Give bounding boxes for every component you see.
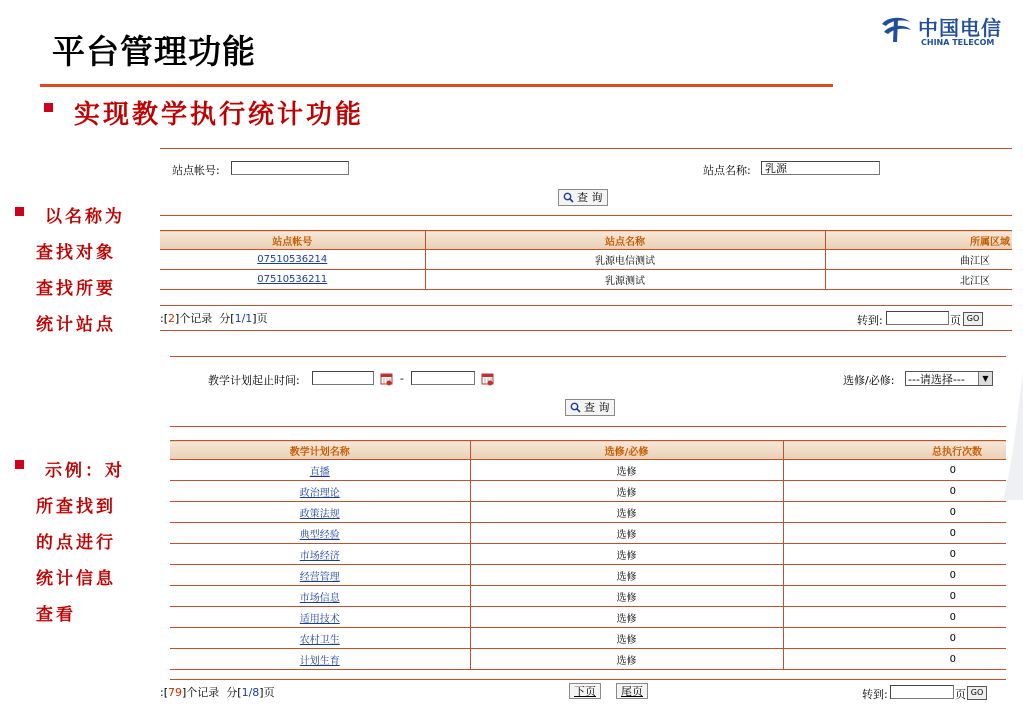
- plan-name-link[interactable]: 农村卫生: [299, 634, 340, 646]
- pager-text: ]页: [252, 312, 268, 325]
- record-count: [160, 310, 268, 326]
- course-type-cell: 选修: [470, 649, 783, 670]
- calendar-icon[interactable]: [380, 372, 394, 386]
- course-type-cell: 选修: [470, 460, 783, 481]
- course-type-cell: 选修: [470, 544, 783, 565]
- execution-count-cell: 0: [783, 607, 1006, 628]
- side-note-1: [36, 199, 125, 343]
- course-type-cell: 选修: [470, 481, 783, 502]
- plan-name-link[interactable]: 适用技术: [299, 613, 340, 625]
- table-row: [170, 523, 1006, 544]
- panel1-top-rule: [160, 148, 1012, 149]
- table-header-row: [170, 441, 1006, 460]
- site-account-link[interactable]: 07510536211: [257, 274, 328, 285]
- site-table: [160, 230, 1012, 290]
- plan-name-link[interactable]: 市场经济: [299, 550, 340, 562]
- title-rule: [40, 84, 833, 87]
- logo-text-en: CHINA TELECOM: [921, 38, 995, 47]
- go-button[interactable]: GO: [967, 686, 987, 700]
- course-type-cell: 选修: [470, 565, 783, 586]
- panel2-pager-top-rule: [170, 679, 1006, 680]
- side-note-line: 查看: [36, 605, 76, 625]
- column-header: 总执行次数: [783, 441, 1006, 460]
- panel2-top-rule: [170, 356, 1006, 357]
- account-label: 站点帐号:: [172, 164, 220, 177]
- table-row: [170, 586, 1006, 607]
- side-note-line: 所查找到: [36, 497, 116, 517]
- next-page-label: 下页: [574, 684, 596, 698]
- panel2-mid-rule: [170, 426, 1006, 427]
- table-row: [170, 481, 1006, 502]
- course-type-cell: 选修: [470, 523, 783, 544]
- bullet-icon: [15, 207, 24, 216]
- goto-page-input[interactable]: [886, 311, 949, 325]
- column-header: 选修/必修: [470, 441, 783, 460]
- region-cell: 北江区: [825, 270, 1012, 290]
- record-total: 2: [168, 312, 175, 325]
- execution-count-cell: 0: [783, 460, 1006, 481]
- logo-text-cn: 中国电信: [918, 16, 1002, 40]
- plan-name-link[interactable]: 市场信息: [299, 592, 340, 604]
- side-note-line: 统计站点: [36, 315, 116, 335]
- query-button-label: 查 询: [577, 191, 603, 204]
- pager-text: :[: [160, 312, 168, 325]
- execution-count-cell: 0: [783, 565, 1006, 586]
- column-header: 教学计划名称: [289, 446, 350, 458]
- execution-count-cell: 0: [783, 502, 1006, 523]
- slide-subtitle: 实现教学执行统计功能: [74, 100, 365, 130]
- plan-name-link[interactable]: 政策法规: [299, 508, 340, 520]
- table-row: [170, 502, 1006, 523]
- side-note-line: 查找对象: [36, 243, 116, 263]
- plan-name-link[interactable]: 直播: [309, 466, 330, 478]
- plan-name-link[interactable]: 典型经验: [299, 529, 340, 541]
- panel1-bottom-rule: [160, 330, 1012, 331]
- site-name-label: 站点名称:: [703, 164, 751, 177]
- table-header-row: [160, 231, 1012, 250]
- table-row: [160, 270, 1012, 290]
- region-cell: 曲江区: [825, 250, 1012, 270]
- query-button-label: 查 询: [584, 401, 610, 414]
- site-name-cell: 乳源测试: [425, 270, 825, 290]
- execution-count-cell: 0: [783, 649, 1006, 670]
- site-account-link[interactable]: 07510536214: [257, 254, 328, 265]
- execution-count-cell: 0: [783, 523, 1006, 544]
- bullet-icon: [15, 460, 24, 469]
- table-row: [170, 628, 1006, 649]
- plan-name-link[interactable]: 政治理论: [299, 487, 340, 499]
- pager-text: ]个记录 分[: [175, 312, 235, 325]
- table-row: [170, 544, 1006, 565]
- end-date-input[interactable]: [411, 371, 475, 385]
- course-type-select[interactable]: [905, 371, 993, 386]
- date-dash: -: [400, 372, 404, 385]
- execution-count-cell: 0: [783, 481, 1006, 502]
- slide-title: 平台管理功能: [52, 32, 256, 71]
- query-button[interactable]: [565, 399, 615, 416]
- side-note-line: 示例：对: [45, 461, 125, 481]
- column-header: 站点帐号: [272, 236, 313, 248]
- course-type-label: 选修/必修:: [843, 374, 895, 387]
- chevron-down-icon: ▼: [978, 372, 992, 385]
- execution-count-cell: 0: [783, 586, 1006, 607]
- pager-text: ]页: [259, 686, 275, 699]
- course-type-cell: 选修: [470, 586, 783, 607]
- table-row: [170, 565, 1006, 586]
- page-indicator: 1/8: [241, 686, 260, 699]
- query-button[interactable]: [558, 189, 608, 206]
- course-type-cell: 选修: [470, 607, 783, 628]
- last-page-button[interactable]: [616, 683, 648, 699]
- side-note-line: 的点进行: [36, 533, 116, 553]
- go-button[interactable]: GO: [963, 312, 983, 326]
- table-row: [170, 649, 1006, 670]
- side-note-line: 以名称为: [45, 207, 125, 227]
- side-note-2: [36, 453, 125, 633]
- side-note-line: 统计信息: [36, 569, 116, 589]
- china-telecom-logo: [878, 14, 914, 44]
- page-indicator: 1/1: [234, 312, 253, 325]
- plan-table: [170, 440, 1006, 670]
- execution-count-cell: 0: [783, 628, 1006, 649]
- search-icon: [563, 192, 574, 203]
- start-date-input[interactable]: [312, 371, 374, 385]
- select-value: ---请选择---: [908, 372, 965, 386]
- goto-label: 转到:: [857, 314, 883, 327]
- course-type-cell: 选修: [470, 502, 783, 523]
- record-total: 79: [168, 686, 182, 699]
- goto-label: 转到:: [862, 688, 888, 701]
- account-input[interactable]: [231, 161, 349, 175]
- pager-text: :[: [160, 686, 168, 699]
- search-icon: [570, 402, 581, 413]
- bullet-icon: [44, 103, 53, 112]
- table-row: [170, 460, 1006, 481]
- date-range-label: 教学计划起止时间:: [208, 374, 300, 387]
- next-page-button[interactable]: [569, 683, 601, 699]
- panel1-mid-rule: [160, 215, 1012, 216]
- panel1-pager-top-rule: [160, 305, 1012, 306]
- goto-page-input[interactable]: [890, 685, 954, 699]
- column-header: 站点名称: [425, 231, 825, 250]
- table-row: [170, 607, 1006, 628]
- column-header: 所属区域: [825, 231, 1012, 250]
- last-page-label: 尾页: [621, 684, 643, 698]
- table-row: [160, 250, 1012, 270]
- page-unit: 页: [955, 688, 966, 701]
- course-type-cell: 选修: [470, 628, 783, 649]
- plan-name-link[interactable]: 计划生育: [299, 655, 340, 667]
- plan-name-link[interactable]: 经营管理: [299, 571, 340, 583]
- page-unit: 页: [950, 314, 961, 327]
- calendar-icon[interactable]: [481, 372, 495, 386]
- pager-text: ]个记录 分[: [182, 686, 242, 699]
- site-name-input[interactable]: 乳源: [761, 161, 880, 175]
- site-name-cell: 乳源电信测试: [425, 250, 825, 270]
- record-count: [160, 684, 275, 700]
- side-note-line: 查找所要: [36, 279, 116, 299]
- execution-count-cell: 0: [783, 544, 1006, 565]
